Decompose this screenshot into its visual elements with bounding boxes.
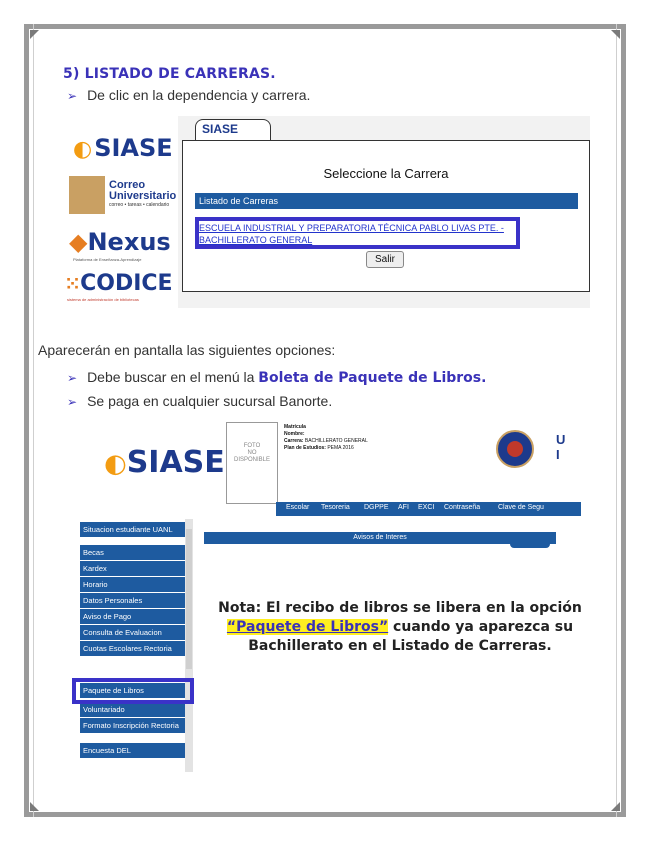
uanl-seal-icon xyxy=(496,430,534,468)
siase-mark-icon: ◐ xyxy=(104,449,127,479)
codice-mark-icon: ⁙ xyxy=(65,274,81,295)
sidebar-item-formato-inscripcion[interactable]: Formato Inscripción Rectoria xyxy=(80,718,185,733)
correo-subtitle: correo • tareas • calendario xyxy=(109,202,170,208)
sidebar-item-encuesta-del[interactable]: Encuesta DEL xyxy=(80,743,185,758)
instruction-text: De clic en la dependencia y carrera. xyxy=(87,87,311,103)
nav-item-afi[interactable]: AFI xyxy=(398,504,409,511)
nexus-subtitle: Plataforma de Enseñanza-Aprendizaje xyxy=(73,257,142,262)
avisos-header: Avisos de Interes xyxy=(204,532,556,544)
sidebar-item-horario[interactable]: Horario xyxy=(80,577,185,592)
arrow-bullet-icon: ➢ xyxy=(67,89,78,103)
note-text: Nota: El recibo de libros se libera en la opción “Paquete de Libros” cuando ya aparezca su Bachillerato en el Listado de Carreras. xyxy=(218,600,582,654)
bullet-banorte: ➢ Se paga en cualquier sucursal Banorte. xyxy=(67,393,333,409)
header-initials: U I xyxy=(556,432,566,462)
corner-ornament-icon xyxy=(30,802,39,811)
student-photo-placeholder: FOTO NO DISPONIBLE xyxy=(226,422,278,504)
sidebar-item-consulta-evaluacion[interactable]: Consulta de Evaluacion xyxy=(80,625,185,640)
siase-logo: ◐SIASE xyxy=(73,134,173,162)
correo-title: Correo Universitario xyxy=(109,179,177,202)
sidebar-item-paquete-libros[interactable]: Paquete de Libros xyxy=(80,683,185,698)
arrow-bullet-icon: ➢ xyxy=(67,395,78,409)
avisos-tab-decoration xyxy=(510,544,550,548)
options-paragraph: Aparecerán en pantalla las siguientes opciones: xyxy=(38,342,336,358)
career-list-header: Listado de Carreras xyxy=(195,193,578,209)
portal-header xyxy=(70,420,581,514)
select-career-title: Seleccione la Carrera xyxy=(323,166,449,181)
paquete-libros-highlight: “Paquete de Libros” xyxy=(226,619,389,635)
nav-item-dgppe[interactable]: DGPPE xyxy=(364,504,389,511)
nav-item-contrasena[interactable]: Contraseña xyxy=(444,504,481,511)
exit-button[interactable]: Salir xyxy=(366,251,404,268)
corner-ornament-icon xyxy=(611,802,620,811)
siase-tab[interactable] xyxy=(195,119,271,141)
frame-bottom-border xyxy=(24,812,626,817)
career-link[interactable]: ESCUELA INDUSTRIAL Y PREPARATORIA TÉCNICA PABLO LIVAS PTE. - BACHILLERATO GENERAL xyxy=(199,223,504,245)
frame-top-border xyxy=(24,24,626,29)
nav-item-escolar[interactable]: Escolar xyxy=(286,504,310,511)
sidebar-item-kardex[interactable]: Kardex xyxy=(80,561,185,576)
siase-tab-label: SIASE xyxy=(202,122,239,136)
codice-subtitle: sistema de administración de bibliotecas xyxy=(67,297,139,302)
nav-item-tesoreria[interactable]: Tesoreria xyxy=(321,504,350,511)
bullet-instruction xyxy=(67,87,310,103)
paquete-highlight-box xyxy=(72,678,194,704)
arrow-bullet-icon: ➢ xyxy=(67,371,78,385)
career-list-screenshot xyxy=(63,116,590,308)
codice-logo: ⁙CODICE xyxy=(65,271,173,296)
student-info: Matrícula Nombre: Carrera: BACHILLERATO GENERAL Plan de Estudios: PEMA 2016 xyxy=(284,424,368,451)
sidebar-item-voluntariado[interactable]: Voluntariado xyxy=(80,702,185,717)
corner-ornament-icon xyxy=(611,30,620,39)
frame-right-border xyxy=(621,24,626,817)
uanl-shield-icon xyxy=(69,176,105,214)
scrollbar-thumb[interactable] xyxy=(186,529,192,669)
sidebar-item-situacion[interactable]: Situacion estudiante UANL xyxy=(80,522,185,537)
section-title: 5) LISTADO DE CARRERAS. xyxy=(63,66,276,82)
siase-mark-icon: ◐ xyxy=(73,137,93,162)
sidebar-item-aviso-pago[interactable]: Aviso de Pago xyxy=(80,609,185,624)
bullet-menu-search: ➢ Debe buscar en el menú la Boleta de Paquete de Libros. xyxy=(67,369,487,386)
sidebar-scrollbar[interactable] xyxy=(185,519,193,772)
logo-column xyxy=(63,116,178,308)
career-highlight-box xyxy=(195,217,520,249)
nexus-mark-icon: ◆ xyxy=(69,228,88,256)
sidebar-item-becas[interactable]: Becas xyxy=(80,545,185,560)
career-panel xyxy=(182,140,590,292)
frame-inner-line-left xyxy=(33,24,34,817)
nav-item-clave[interactable]: Clave de Segu xyxy=(498,504,544,511)
siase-logo: ◐SIASE xyxy=(104,445,225,480)
sidebar-item-datos-personales[interactable]: Datos Personales xyxy=(80,593,185,608)
siase-portal-screenshot xyxy=(70,420,581,772)
nav-item-exci[interactable]: EXCI xyxy=(418,504,435,511)
frame-inner-line-right xyxy=(616,24,617,817)
boleta-emphasis: Boleta de Paquete de Libros. xyxy=(258,370,487,386)
sidebar-item-cuotas-escolares[interactable]: Cuotas Escolares Rectoria xyxy=(80,641,185,656)
corner-ornament-icon xyxy=(30,30,39,39)
nexus-logo: ◆Nexus xyxy=(69,228,171,256)
top-nav-bar xyxy=(276,502,581,516)
correo-universitario-logo xyxy=(69,176,177,216)
frame-left-border xyxy=(24,24,29,817)
